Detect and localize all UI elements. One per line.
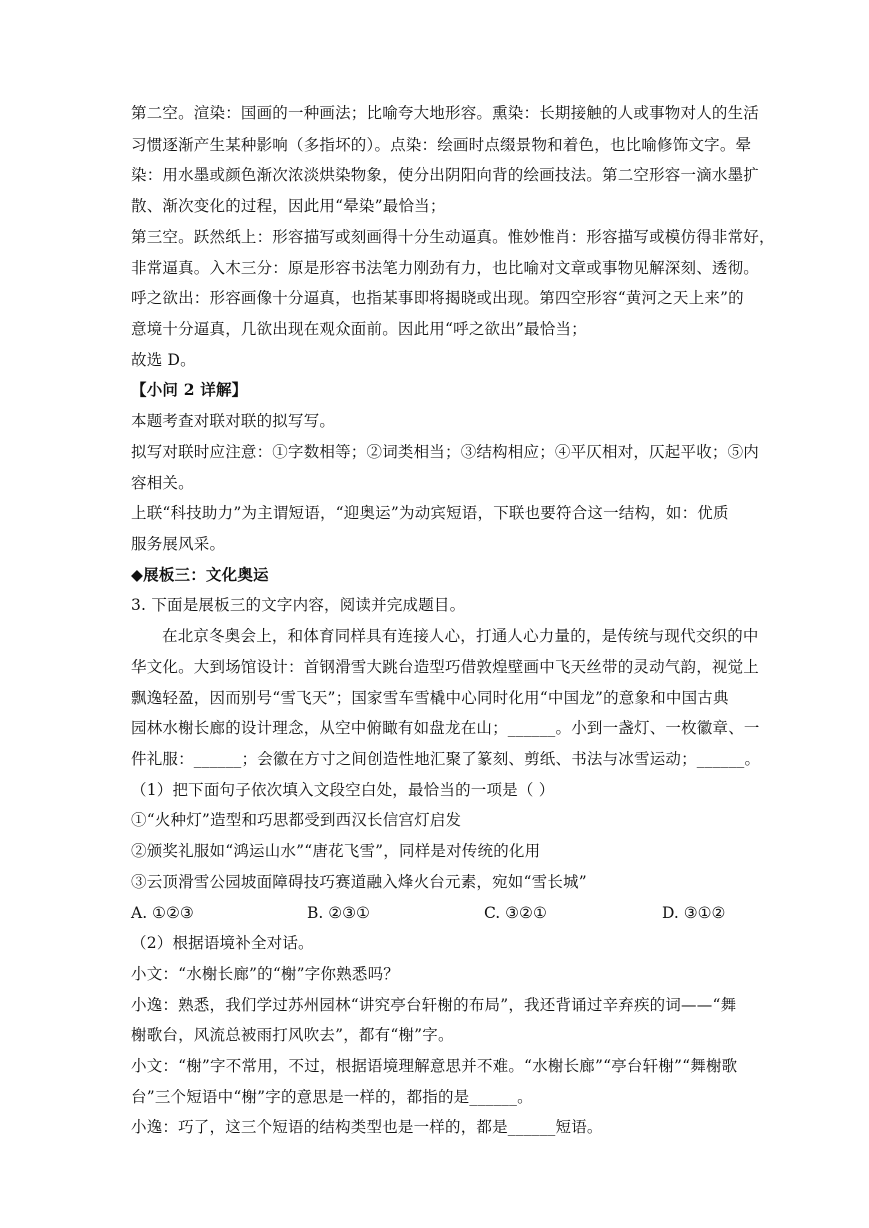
paragraph-line: 容相关。	[131, 474, 194, 492]
sentence-item: ①“火种灯”造型和巧思都受到西汉长信宫灯启发	[131, 811, 462, 829]
paragraph-line: 意境十分逼真，几欲出现在观众面前。因此用“呼之欲出”最恰当；	[131, 320, 587, 338]
dialogue-line: 榭歌台，风流总被雨打风吹去”，都有“榭”字。	[131, 1026, 454, 1044]
sub-question: （1）把下面句子依次填入文段空白处，最恰当的一项是（ ）	[131, 781, 555, 799]
paragraph-line: 呼之欲出：形容画像十分逼真，也指某事即将揭晓或出现。第四空形容“黄河之天上来”的	[131, 289, 744, 307]
paragraph-line: 染：用水墨或颜色渐次浓淡烘染物象，使分出阴阳向背的绘画技法。第二空形容一滴水墨扩	[131, 166, 760, 184]
paragraph-line: 本题考查对联对联的拟写写。	[131, 412, 336, 430]
dialogue-line: 台”三个短语中“榭”字的意思是一样的，都指的是______。	[131, 1088, 533, 1106]
sub-question: （2）根据语境补全对话。	[131, 934, 314, 952]
paragraph-line: 第三空。跃然纸上：形容描写或刻画得十分生动逼真。惟妙惟肖：形容描写或模仿得非常好，	[131, 228, 775, 246]
passage-line: 飘逸轻盈，因而别号“雪飞天”；国家雪车雪橇中心同时化用“中国龙”的意象和中国古典	[131, 689, 729, 707]
paragraph-line: 服务展风采。	[131, 535, 226, 553]
dialogue-line: 小文：“水榭长廊”的“榭”字你熟悉吗？	[131, 965, 399, 983]
option-c: C. ③②①	[484, 904, 547, 922]
question-stem: 3. 下面是展板三的文字内容，阅读并完成题目。	[131, 596, 466, 614]
sentence-item: ②颁奖礼服如“鸿运山水”“唐花飞雪”，同样是对传统的化用	[131, 842, 541, 860]
passage-line: 华文化。大到场馆设计：首钢滑雪大跳台造型巧借敦煌壁画中飞天丝带的灵动气韵，视觉上	[131, 658, 760, 676]
dialogue-line: 小逸：熟悉，我们学过苏州园林“讲究亭台轩榭的布局”，我还背诵过辛弃疾的词——“舞	[131, 996, 737, 1014]
answer-line: 故选 D。	[131, 351, 196, 369]
paragraph-line: 第二空。渲染：国画的一种画法；比喻夸大地形容。熏染：长期接触的人或事物对人的生活	[131, 104, 760, 122]
paragraph-line: 上联“科技助力”为主谓短语，“迎奥运”为动宾短语，下联也要符合这一结构，如：优质	[131, 504, 729, 522]
paragraph-line: 非常逼真。入木三分：原是形容书法笔力刚劲有力，也比喻对文章或事物见解深刻、透彻。	[131, 259, 760, 277]
option-a: A. ①②③	[131, 904, 194, 922]
paragraph-line: 习惯逐渐产生某种影响（多指坏的）。点染：绘画时点缀景物和着色，也比喻修饰文字。晕	[131, 136, 752, 154]
option-d: D. ③①②	[662, 904, 726, 922]
passage-line: 在北京冬奥会上，和体育同样具有连接人心，打通人心力量的，是传统与现代交织的中	[162, 627, 759, 645]
dialogue-line: 小文：“榭”字不常用，不过，根据语境理解意思并不难。“水榭长廊”“亭台轩榭”“舞榭歌	[131, 1057, 738, 1075]
sentence-item: ③云顶滑雪公园坡面障碍技巧赛道融入烽火台元素，宛如“雪长城”	[131, 873, 587, 891]
passage-line: 件礼服：______；会徽在方寸之间创造性地汇聚了篆刻、剪纸、书法与冰雪运动；______。	[131, 750, 761, 768]
section-heading: 【小问 2 详解】	[131, 380, 248, 399]
paragraph-line: 拟写对联时应注意：①字数相等；②词类相当；③结构相应；④平仄相对，仄起平收；⑤内	[131, 443, 760, 461]
passage-line: 园林水榭长廊的设计理念，从空中俯瞰有如盘龙在山；______。小到一盏灯、一枚徽章、一	[131, 719, 760, 737]
panel-heading: ◆展板三：文化奥运	[131, 565, 269, 584]
dialogue-line: 小逸：巧了，这三个短语的结构类型也是一样的，都是______短语。	[131, 1118, 603, 1136]
option-b: B. ②③①	[307, 904, 370, 922]
paragraph-line: 散、渐次变化的过程，因此用“晕染”最恰当；	[131, 197, 446, 215]
